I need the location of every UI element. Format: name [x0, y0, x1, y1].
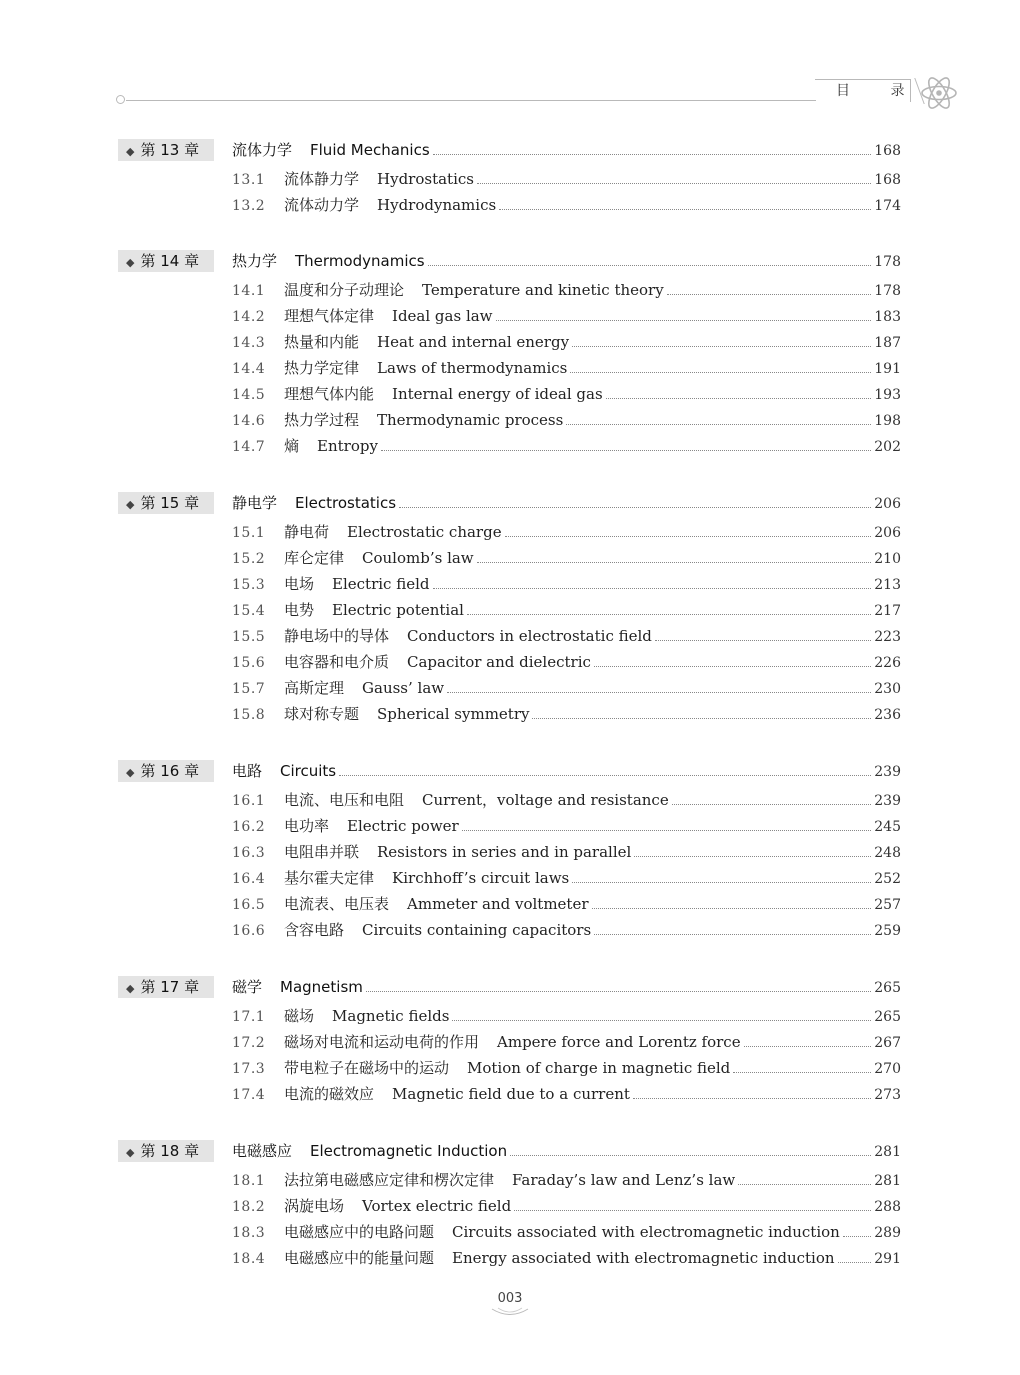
chapter-title-line — [232, 1140, 901, 1162]
section-line — [232, 521, 901, 543]
section-line — [232, 279, 901, 301]
section-title-en: Energy associated with electromagnetic induction — [452, 1249, 835, 1267]
section-line — [232, 703, 901, 725]
section-number: 15.7 — [232, 681, 266, 697]
section-number: 13.1 — [232, 172, 266, 188]
section-number: 18.3 — [232, 1225, 266, 1241]
section-row[interactable] — [0, 547, 1020, 573]
section-page: 183 — [874, 309, 901, 325]
section-line — [232, 547, 901, 569]
section-line — [232, 651, 901, 673]
section-row[interactable] — [0, 194, 1020, 220]
section-title-en: Electric power — [347, 817, 459, 835]
section-number: 15.1 — [232, 525, 266, 541]
diamond-icon: ◆ — [126, 256, 135, 269]
section-number: 18.2 — [232, 1199, 266, 1215]
dot-leader — [505, 536, 872, 537]
chapter-title-line — [232, 250, 901, 272]
section-line — [232, 789, 901, 811]
section-row[interactable] — [0, 867, 1020, 893]
chapter-badge — [118, 250, 214, 272]
dot-leader — [514, 1210, 871, 1211]
section-title-zh: 电阻串并联 — [284, 843, 360, 861]
section-page: 265 — [874, 1009, 901, 1025]
chapter-page: 206 — [874, 496, 901, 512]
section-number: 16.4 — [232, 871, 266, 887]
section-title-en: Current，voltage and resistance — [422, 791, 669, 809]
chapter-page: 265 — [874, 980, 901, 996]
chapter-label: 第 14 章 — [140, 252, 200, 270]
section-page: 213 — [874, 577, 901, 593]
section-line — [232, 573, 901, 595]
section-title-zh: 热量和内能 — [284, 333, 360, 351]
dot-leader — [339, 775, 871, 776]
section-page: 288 — [874, 1199, 901, 1215]
header-title: 目 录 — [836, 83, 923, 99]
section-title-en: Internal energy of ideal gas — [392, 385, 603, 403]
section-row[interactable] — [0, 573, 1020, 599]
section-number: 13.2 — [232, 198, 266, 214]
section-title-en: Thermodynamic process — [377, 411, 564, 429]
section-title-en: Kirchhoff’s circuit laws — [392, 869, 570, 887]
chapter-title-en: Circuits — [280, 762, 337, 780]
section-line — [232, 168, 901, 190]
diamond-icon: ◆ — [126, 766, 135, 779]
section-page: 259 — [874, 923, 901, 939]
chapter-badge — [118, 1140, 214, 1162]
section-number: 18.1 — [232, 1173, 266, 1189]
section-line — [232, 677, 901, 699]
section-number: 14.5 — [232, 387, 266, 403]
section-row[interactable] — [0, 409, 1020, 435]
section-number: 16.5 — [232, 897, 266, 913]
section-title-zh: 电势 — [284, 601, 315, 619]
section-line — [232, 867, 901, 889]
section-title-zh: 电功率 — [284, 817, 330, 835]
section-line — [232, 841, 901, 863]
section-row[interactable] — [0, 435, 1020, 461]
section-title-en: Magnetic field due to a current — [392, 1085, 630, 1103]
chapter-label: 第 15 章 — [140, 494, 200, 512]
section-number: 14.6 — [232, 413, 266, 429]
section-title-zh: 球对称专题 — [284, 705, 360, 723]
header-line-end-circle — [116, 95, 125, 104]
atom-icon — [919, 73, 959, 113]
section-page: 257 — [874, 897, 901, 913]
section-title-en: Electrostatic charge — [347, 523, 502, 541]
dot-leader — [510, 1155, 871, 1156]
section-number: 15.2 — [232, 551, 266, 567]
section-title-en: Ideal gas law — [392, 307, 493, 325]
section-number: 14.2 — [232, 309, 266, 325]
section-page: 239 — [874, 793, 901, 809]
section-page: 187 — [874, 335, 901, 351]
dot-leader — [499, 209, 871, 210]
header-rule — [126, 100, 816, 101]
section-title-en: Magnetic fields — [332, 1007, 450, 1025]
section-title-en: Circuits containing capacitors — [362, 921, 592, 939]
section-line — [232, 305, 901, 327]
chapter-badge — [118, 976, 214, 998]
section-title-zh: 熵 — [284, 437, 300, 455]
section-line — [232, 625, 901, 647]
section-line — [232, 1247, 901, 1269]
section-page: 289 — [874, 1225, 901, 1241]
section-title-zh: 静电荷 — [284, 523, 330, 541]
section-title-zh: 温度和分子动理论 — [284, 281, 405, 299]
section-row[interactable] — [0, 1195, 1020, 1221]
section-title-en: Electric field — [332, 575, 430, 593]
section-line — [232, 1057, 901, 1079]
section-page: 168 — [874, 172, 901, 188]
section-page: 273 — [874, 1087, 901, 1103]
chapter-label: 第 13 章 — [140, 141, 200, 159]
page-number: 003 — [497, 1291, 523, 1306]
section-title-zh: 静电场中的导体 — [284, 627, 390, 645]
section-page: 178 — [874, 283, 901, 299]
section-line — [232, 1221, 901, 1243]
section-title-zh: 电磁感应中的能量问题 — [284, 1249, 435, 1267]
chapter-label: 第 16 章 — [140, 762, 200, 780]
section-title-en: Ampere force and Lorentz force — [497, 1033, 741, 1051]
dot-leader — [572, 882, 871, 883]
chapter-title-en: Magnetism — [280, 978, 363, 996]
section-line — [232, 357, 901, 379]
section-title-en: Vortex electric field — [362, 1197, 512, 1215]
section-row[interactable] — [0, 1221, 1020, 1247]
section-title-zh: 理想气体内能 — [284, 385, 375, 403]
section-title-zh: 带电粒子在磁场中的运动 — [284, 1059, 450, 1077]
chapter-row[interactable] — [0, 250, 1020, 276]
diamond-icon: ◆ — [126, 982, 135, 995]
section-number: 14.3 — [232, 335, 266, 351]
section-number: 17.4 — [232, 1087, 266, 1103]
dot-leader — [433, 154, 872, 155]
chapter-title-zh: 电路 — [232, 762, 263, 780]
dot-leader — [452, 1020, 871, 1021]
chapter-badge — [118, 492, 214, 514]
dot-leader — [467, 614, 871, 615]
section-row[interactable] — [0, 279, 1020, 305]
section-page: 252 — [874, 871, 901, 887]
section-row[interactable] — [0, 677, 1020, 703]
dot-leader — [843, 1236, 871, 1237]
section-title-en: Faraday’s law and Lenz’s law — [512, 1171, 736, 1189]
section-row[interactable] — [0, 1169, 1020, 1195]
section-title-en: Gauss’ law — [362, 679, 445, 697]
section-line — [232, 331, 901, 353]
chapter-row[interactable] — [0, 976, 1020, 1002]
section-page: 245 — [874, 819, 901, 835]
dot-leader — [594, 934, 871, 935]
section-row[interactable] — [0, 625, 1020, 651]
section-row[interactable] — [0, 841, 1020, 867]
section-title-en: Circuits associated with electromagnetic induction — [452, 1223, 840, 1241]
section-line — [232, 1195, 901, 1217]
chapter-title-line — [232, 760, 901, 782]
chapter-row[interactable] — [0, 492, 1020, 518]
section-title-zh: 含容电路 — [284, 921, 345, 939]
section-title-en: Electric potential — [332, 601, 464, 619]
chapter-label: 第 18 章 — [140, 1142, 200, 1160]
section-title-en: Hydrodynamics — [377, 196, 497, 214]
chapter-title-en: Fluid Mechanics — [310, 141, 430, 159]
section-title-zh: 基尔霍夫定律 — [284, 869, 375, 887]
chapter-title-zh: 磁学 — [232, 978, 263, 996]
section-number: 17.1 — [232, 1009, 266, 1025]
section-row[interactable] — [0, 1247, 1020, 1273]
section-line — [232, 1005, 901, 1027]
section-title-zh: 流体动力学 — [284, 196, 360, 214]
section-title-en: Entropy — [317, 437, 378, 455]
dot-leader — [496, 320, 872, 321]
chapter-title-line — [232, 139, 901, 161]
section-page: 281 — [874, 1173, 901, 1189]
section-page: 230 — [874, 681, 901, 697]
dot-leader — [633, 1098, 871, 1099]
section-number: 14.7 — [232, 439, 266, 455]
section-title-zh: 电流的磁效应 — [284, 1085, 375, 1103]
section-number: 14.4 — [232, 361, 266, 377]
chapter-page: 168 — [874, 143, 901, 159]
dot-leader — [381, 450, 871, 451]
diamond-icon: ◆ — [126, 145, 135, 158]
section-title-en: Laws of thermodynamics — [377, 359, 568, 377]
section-row[interactable] — [0, 703, 1020, 729]
section-title-en: Capacitor and dielectric — [407, 653, 591, 671]
chapter-title-zh: 静电学 — [232, 494, 278, 512]
section-page: 202 — [874, 439, 901, 455]
dot-leader — [592, 908, 872, 909]
section-page: 174 — [874, 198, 901, 214]
section-title-en: Resistors in series and in parallel — [377, 843, 632, 861]
section-page: 191 — [874, 361, 901, 377]
section-line — [232, 1083, 901, 1105]
section-title-en: Motion of charge in magnetic field — [467, 1059, 731, 1077]
dot-leader — [738, 1184, 871, 1185]
section-line — [232, 919, 901, 941]
dot-leader — [433, 588, 872, 589]
section-title-zh: 高斯定理 — [284, 679, 345, 697]
section-title-zh: 热力学过程 — [284, 411, 360, 429]
chapter-title-zh: 电磁感应 — [232, 1142, 293, 1160]
section-title-en: Coulomb’s law — [362, 549, 474, 567]
section-row[interactable] — [0, 893, 1020, 919]
section-title-zh: 电流表、电压表 — [284, 895, 390, 913]
section-line — [232, 383, 901, 405]
section-page: 236 — [874, 707, 901, 723]
section-title-en: Heat and internal energy — [377, 333, 570, 351]
section-line — [232, 435, 901, 457]
section-title-zh: 电磁感应中的电路问题 — [284, 1223, 435, 1241]
section-row[interactable] — [0, 1005, 1020, 1031]
dot-leader — [594, 666, 871, 667]
page-number-ornament — [488, 1306, 532, 1318]
dot-leader — [366, 991, 871, 992]
section-line — [232, 1031, 901, 1053]
section-page: 267 — [874, 1035, 901, 1051]
section-line — [232, 893, 901, 915]
section-line — [232, 1169, 901, 1191]
section-row[interactable] — [0, 1031, 1020, 1057]
section-title-en: Spherical symmetry — [377, 705, 530, 723]
section-title-zh: 电流、电压和电阻 — [284, 791, 405, 809]
section-number: 16.3 — [232, 845, 266, 861]
section-row[interactable] — [0, 1057, 1020, 1083]
dot-leader — [399, 507, 871, 508]
section-number: 15.6 — [232, 655, 266, 671]
diamond-icon: ◆ — [126, 1146, 135, 1159]
section-page: 193 — [874, 387, 901, 403]
section-title-zh: 热力学定律 — [284, 359, 360, 377]
dot-leader — [447, 692, 871, 693]
chapter-page: 178 — [874, 254, 901, 270]
section-page: 217 — [874, 603, 901, 619]
section-title-zh: 磁场 — [284, 1007, 315, 1025]
section-title-en: Temperature and kinetic theory — [422, 281, 664, 299]
section-row[interactable] — [0, 521, 1020, 547]
section-number: 15.3 — [232, 577, 266, 593]
section-page: 198 — [874, 413, 901, 429]
dot-leader — [428, 265, 872, 266]
chapter-row[interactable] — [0, 139, 1020, 165]
dot-leader — [477, 562, 872, 563]
section-title-zh: 电场 — [284, 575, 315, 593]
dot-leader — [744, 1046, 872, 1047]
chapter-page: 281 — [874, 1144, 901, 1160]
chapter-label: 第 17 章 — [140, 978, 200, 996]
section-title-zh: 理想气体定律 — [284, 307, 375, 325]
dot-leader — [570, 372, 871, 373]
dot-leader — [634, 856, 871, 857]
section-title-en: Hydrostatics — [377, 170, 474, 188]
chapter-row[interactable] — [0, 760, 1020, 786]
chapter-row[interactable] — [0, 1140, 1020, 1166]
section-title-zh: 涡旋电场 — [284, 1197, 345, 1215]
section-row[interactable] — [0, 815, 1020, 841]
chapter-title-zh: 流体力学 — [232, 141, 293, 159]
section-number: 16.6 — [232, 923, 266, 939]
section-title-zh: 电容器和电介质 — [284, 653, 390, 671]
dot-leader — [462, 830, 872, 831]
chapter-title-en: Electromagnetic Induction — [310, 1142, 508, 1160]
section-number: 15.4 — [232, 603, 266, 619]
dot-leader — [532, 718, 871, 719]
section-page: 291 — [874, 1251, 901, 1267]
dot-leader — [667, 294, 872, 295]
section-line — [232, 409, 901, 431]
section-number: 15.8 — [232, 707, 266, 723]
dot-leader — [733, 1072, 871, 1073]
section-number: 17.2 — [232, 1035, 266, 1051]
section-number: 18.4 — [232, 1251, 266, 1267]
section-title-en: Conductors in electrostatic field — [407, 627, 652, 645]
chapter-title-line — [232, 492, 901, 514]
section-page: 270 — [874, 1061, 901, 1077]
section-page: 226 — [874, 655, 901, 671]
section-page: 210 — [874, 551, 901, 567]
section-row[interactable] — [0, 1083, 1020, 1109]
section-page: 206 — [874, 525, 901, 541]
chapter-badge — [118, 139, 214, 161]
dot-leader — [572, 346, 871, 347]
diamond-icon: ◆ — [126, 498, 135, 511]
section-row[interactable] — [0, 331, 1020, 357]
section-title-zh: 流体静力学 — [284, 170, 360, 188]
section-number: 16.1 — [232, 793, 266, 809]
section-row[interactable] — [0, 651, 1020, 677]
section-row[interactable] — [0, 168, 1020, 194]
chapter-badge — [118, 760, 214, 782]
section-row[interactable] — [0, 789, 1020, 815]
section-line — [232, 599, 901, 621]
dot-leader — [655, 640, 871, 641]
section-title-zh: 库仑定律 — [284, 549, 345, 567]
section-row[interactable] — [0, 357, 1020, 383]
section-row[interactable] — [0, 305, 1020, 331]
chapter-title-en: Electrostatics — [295, 494, 397, 512]
section-number: 17.3 — [232, 1061, 266, 1077]
section-number: 14.1 — [232, 283, 266, 299]
dot-leader — [606, 398, 872, 399]
section-line — [232, 815, 901, 837]
dot-leader — [672, 804, 872, 805]
section-number: 15.5 — [232, 629, 266, 645]
dot-leader — [838, 1262, 872, 1263]
section-page: 223 — [874, 629, 901, 645]
section-page: 248 — [874, 845, 901, 861]
dot-leader — [477, 183, 871, 184]
chapter-page: 239 — [874, 764, 901, 780]
section-title-en: Ammeter and voltmeter — [407, 895, 589, 913]
section-title-zh: 法拉第电磁感应定律和楞次定律 — [284, 1171, 495, 1189]
chapter-title-line — [232, 976, 901, 998]
section-row[interactable] — [0, 383, 1020, 409]
chapter-title-en: Thermodynamics — [295, 252, 425, 270]
section-line — [232, 194, 901, 216]
section-title-zh: 磁场对电流和运动电荷的作用 — [284, 1033, 480, 1051]
chapter-title-zh: 热力学 — [232, 252, 278, 270]
dot-leader — [566, 424, 871, 425]
section-row[interactable] — [0, 919, 1020, 945]
section-number: 16.2 — [232, 819, 266, 835]
section-row[interactable] — [0, 599, 1020, 625]
